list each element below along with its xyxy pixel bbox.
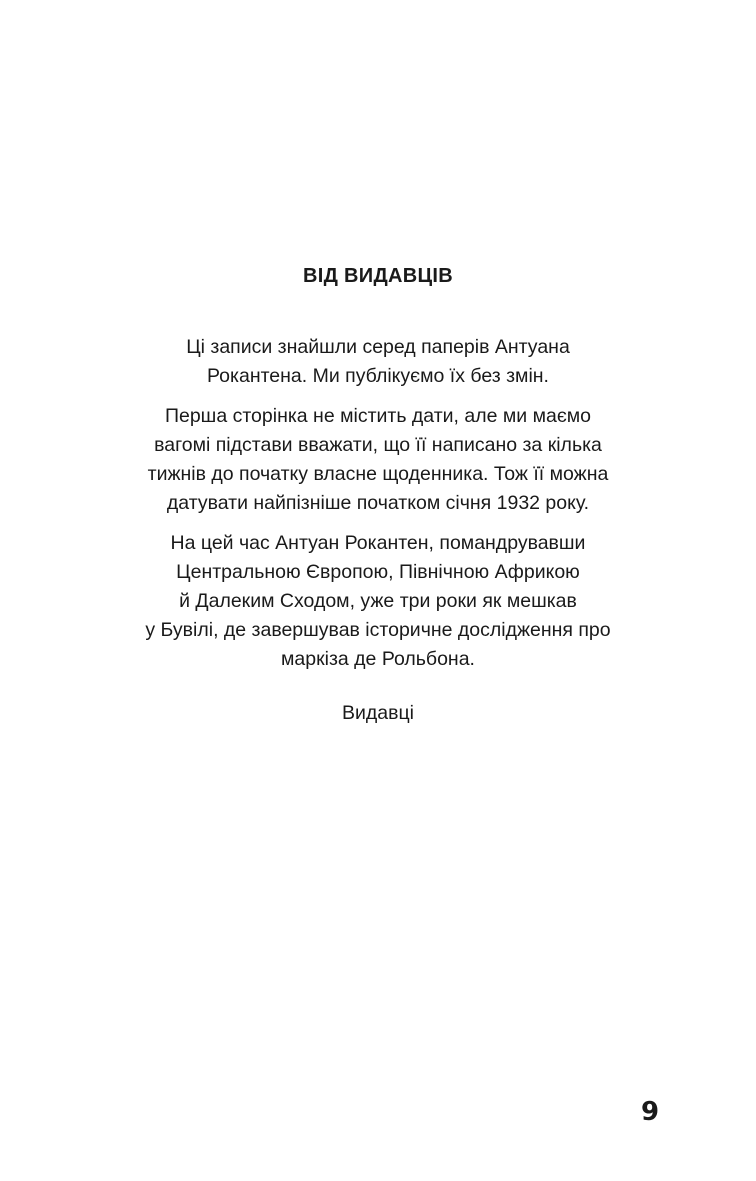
text-line: Ці записи знайшли серед паперів Антуана (186, 336, 570, 358)
paragraph-1 (90, 333, 666, 391)
text-line: й Далеким Сходом, уже три роки як мешкав (179, 590, 577, 612)
text-line: тижнів до початку власне щоденника. Тож її можна (147, 463, 609, 485)
page-title: ВІД ВИДАВЦІВ (303, 265, 453, 287)
text-line: Центральною Європою, Північною Африкою (176, 561, 580, 583)
text-line: датувати найпізніше початком січня 1932 року. (166, 492, 590, 514)
page-number: 9 (640, 1097, 660, 1127)
paragraph-2 (90, 402, 666, 518)
paragraph-3 (90, 529, 666, 674)
text-line: вагомі підстави вважати, що її написано за кілька (154, 434, 602, 456)
signature: Видавці (342, 702, 414, 724)
text-line: На цей час Антуан Рокантен, помандрувавши (170, 532, 586, 554)
preface-body (90, 333, 666, 685)
text-line: Рокантена. Ми публікуємо їх без змін. (207, 365, 549, 387)
text-line: Перша сторінка не містить дати, але ми маємо (164, 405, 592, 427)
text-line: маркіза де Рольбона. (281, 648, 475, 670)
text-line: у Бувілі, де завершував історичне дослідження про (145, 619, 611, 641)
